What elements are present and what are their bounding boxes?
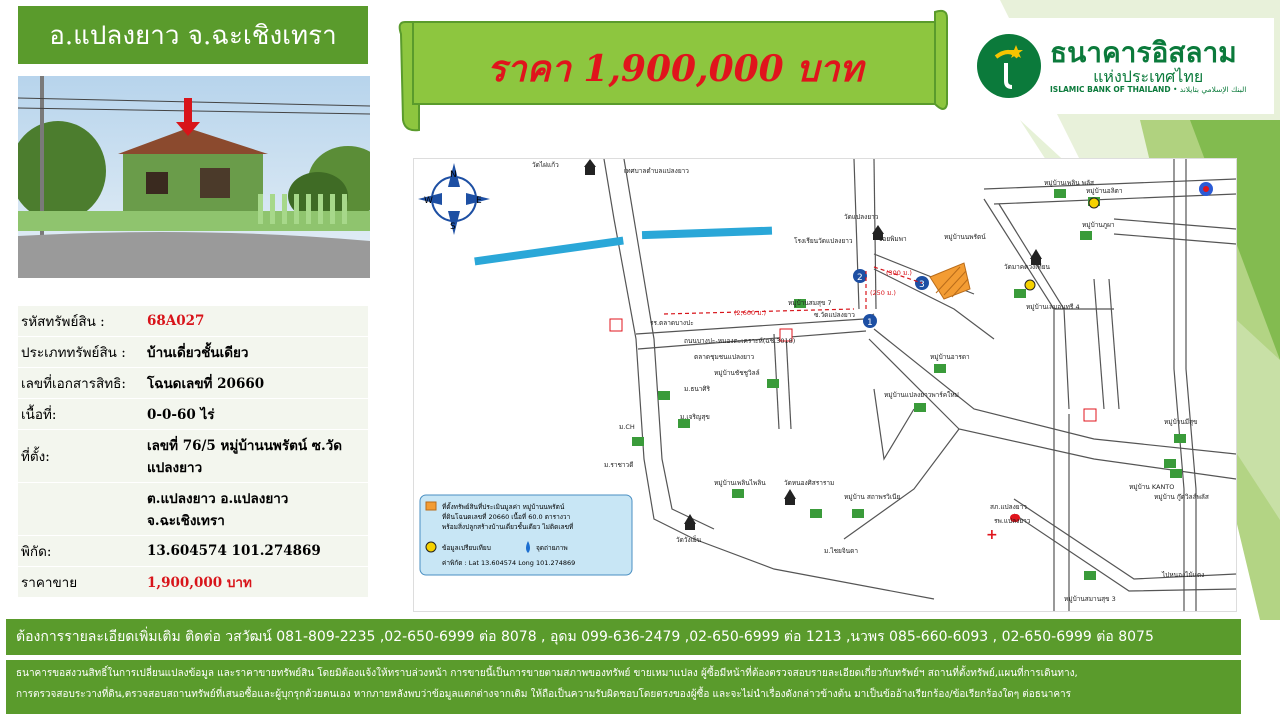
compass-n: N bbox=[450, 170, 457, 180]
bank-logo: ธนาคารอิสลาม แห่งประเทศไทย ISLAMIC BANK OF THAILAND • البنك الإسلامي بتايلاند bbox=[974, 18, 1274, 114]
map-label-dist-2600: (2,600 ม.) bbox=[734, 309, 767, 317]
value-deed: โฉนดเลขที่ 20660 bbox=[144, 368, 368, 399]
map-label-moo-misuk: หมู่บ้านมีสุข bbox=[1164, 418, 1198, 426]
label-area: เนื้อที่: bbox=[18, 399, 144, 430]
map-label-moo-arada: หมู่บ้านอารดา bbox=[930, 353, 970, 361]
map-label-wat-nongsisaram: วัดหนองศิสราราม bbox=[784, 479, 835, 487]
map-label-wat-plaengyao: วัดแปลงยาว bbox=[844, 213, 879, 221]
price-text: ราคา 1,900,000 บาท bbox=[486, 48, 864, 90]
svg-text:+: + bbox=[986, 527, 998, 543]
map-label-moo-sathapornpark: หมู่บ้าน สถาพรวิเนีย bbox=[844, 493, 901, 501]
map-label-moo-phukha: หมู่บ้านภูผา bbox=[1082, 221, 1115, 229]
value-type: บ้านเดี่ยวชั้นเดียว bbox=[144, 337, 368, 368]
disclaimer-line2: การตรวจสอบระวางที่ดิน,ตรวจสอบสถานทรัพย์ที่เสนอซื้อและผู้บุกรุกด้วยตนเอง หากภายหลังพบว่าข้อมูลแตกต่างจากเดิม ให้ถือเป็นความรับผิดชอบโดยตรงของผู้ซื้อ และจะไม่นำเรื่องดังกล่าวข้างต้น มาเป็นข้ออ้างเรียกร้อง/ข้อเรียกร้องใดๆ ต่อธนาคาร bbox=[16, 689, 1072, 700]
legend-line3: พร้อมสิ่งปลูกสร้างบ้านเดี่ยวชั้นเดียว ไม่ติดเลขที่ bbox=[442, 523, 574, 531]
compass-e: E bbox=[476, 196, 482, 206]
value-code: 68A027 bbox=[144, 306, 368, 337]
info-row-code bbox=[18, 306, 368, 337]
map-label-moo-nopparat: หมู่บ้านนพรัตน์ bbox=[944, 233, 986, 241]
value-price: 1,900,000 บาท bbox=[144, 567, 368, 598]
info-row-deed bbox=[18, 368, 368, 399]
svg-text:2: 2 bbox=[857, 273, 863, 283]
map-label-rp-plaengyao: รพ.แปลงยาว bbox=[994, 517, 1031, 525]
map-label-moo-chutchanan: หมู่บ้านชัชชูวิลล์ bbox=[714, 369, 760, 377]
map-label-moo-phaenlom-plus: หมู่บ้านเพลิน พลัส bbox=[1044, 179, 1095, 187]
value-location: เลขที่ 76/5 หมู่บ้านนพรัตน์ ซ.วัดแปลงยาว bbox=[144, 430, 368, 483]
map-label-m-ch: ม.CH bbox=[619, 423, 635, 431]
bank-english: ISLAMIC BANK OF THAILAND bbox=[1050, 85, 1171, 95]
bank-thai-name: ธนาคารอิสลาม bbox=[1050, 35, 1237, 69]
map-label-soi-phuma: ซอยพิมพา bbox=[878, 235, 907, 243]
map-label-moo-lemon4: หมู่บ้านเลมอนทรี 4 bbox=[1026, 303, 1080, 311]
location-map bbox=[413, 158, 1237, 612]
map-label-sth-plaengyao: สภ.แปลงยาว bbox=[990, 503, 1027, 511]
map-label-moo-phoenphon: หมู่บ้านเพลินไพลิน bbox=[714, 479, 766, 487]
value-coord: 13.604574 101.274869 bbox=[144, 536, 368, 567]
contact-bar: ต้องการรายละเอียดเพิ่มเติม ติดต่อ วสวัฒน์ 081-809-2235 ,02-650-6999 ต่อ 8078 , อุดม 099-636-2479 ,02-650-6999 ต่อ 1213 ,นวพร 085-660-6093 , 02-650-6999 ต่อ 8075 bbox=[6, 619, 1241, 655]
info-row-type bbox=[18, 337, 368, 368]
label-location2 bbox=[18, 483, 144, 536]
bank-logo-icon bbox=[976, 33, 1042, 99]
legend-compare: ข้อมูลเปรียบเทียบ bbox=[442, 544, 491, 552]
map-label-moo-kanto: หมู่บ้าน KANTO bbox=[1129, 483, 1175, 491]
label-deed: เลขที่เอกสารสิทธิ: bbox=[18, 368, 144, 399]
page-title: อ.แปลงยาว จ.ฉะเชิงเทรา bbox=[18, 6, 368, 64]
compass-s: S bbox=[450, 222, 456, 232]
map-label-wat-phai-kaeo: วัดไผ่แก้ว bbox=[532, 161, 559, 169]
map-label-rr-talat: รร.ตลาดบางปะ bbox=[650, 319, 694, 327]
svg-text:1: 1 bbox=[867, 318, 873, 328]
bank-thai-sub: แห่งประเทศไทย bbox=[1093, 67, 1204, 87]
map-label-to-nong-mai-daeng: ไปหนองไม้แดง bbox=[1162, 571, 1205, 579]
legend-coord: ค่าพิกัด : Lat 13.604574 Long 101.274869 bbox=[442, 559, 576, 567]
map-label-school: โรงเรียนวัดแปลงยาว bbox=[794, 237, 853, 245]
map-label-road-3018: ถนนบางปะ-หนองตะเคราะห์(ฉช.3018) bbox=[684, 337, 796, 345]
map-label-m-rachawadi: ม.ราชาวดี bbox=[604, 461, 634, 469]
map-label-moo-thanasiri: ม.ธนาศิริ bbox=[684, 385, 711, 393]
map-label-tessaban: เทศบาลตำบลแปลงยาว bbox=[624, 167, 689, 175]
label-code: รหัสทรัพย์สิน : bbox=[18, 306, 144, 337]
map-label-moo-anita: หมู่บ้านอลิตา bbox=[1086, 187, 1123, 195]
map-label-dist-250: (250 ม.) bbox=[870, 289, 896, 297]
value-location2: ต.แปลงยาว อ.แปลงยาว จ.ฉะเชิงเทรา bbox=[144, 483, 368, 536]
legend-line2: ที่ดินโฉนดเลขที่ 20660 เนื้อที่ 60.0 ตารางวา bbox=[442, 513, 571, 521]
property-info-table bbox=[18, 306, 368, 598]
property-photo bbox=[18, 76, 370, 278]
map-label-moo-somsuk7: หมู่บ้านสมสุข 7 bbox=[788, 299, 832, 307]
info-row-location2 bbox=[18, 483, 368, 536]
compass-w: W bbox=[424, 196, 433, 206]
label-coord: พิกัด: bbox=[18, 536, 144, 567]
info-row-location bbox=[18, 430, 368, 483]
label-type: ประเภททรัพย์สิน : bbox=[18, 337, 144, 368]
info-row-coord bbox=[18, 536, 368, 567]
disclaimer-line1: ธนาคารขอสงวนสิทธิ์ในการเปลี่ยนแปลงข้อมูล และราคาขายทรัพย์สิน โดยมิต้องแจ้งให้ทราบล่วงหน้า การขายนี้เป็นการขายตามสภาพของทรัพย์ ขายเหมาแปลง ผู้ซื้อมีหน้าที่ต้องตรวจสอบรายละเอียดเกี่ยวกับทรัพย์ฯ สถานที่ตั้งทรัพย์,แผนที่การเดินทาง, bbox=[16, 668, 1078, 679]
map-label-soi-wat: ซ.วัดแปลงยาว bbox=[814, 311, 855, 319]
legend-photo: จุดถ่ายภาพ bbox=[536, 544, 568, 552]
map-label-wat-wang-en: วัดวังเย็น bbox=[676, 536, 702, 544]
map-label-wat-makhamtia: วัดมาคดวงเทียน bbox=[1004, 263, 1050, 271]
info-row-price bbox=[18, 567, 368, 598]
map-label-talat-chum: ตลาดชุมชนแปลงยาว bbox=[694, 353, 755, 361]
value-area: 0-0-60 ไร่ bbox=[144, 399, 368, 430]
map-label-moo-plaengyao-park: หมู่บ้านแปลงยาวพาร์คใหม่ bbox=[884, 391, 959, 399]
map-label-moo-goodvill: หมู่บ้าน กู๊ดวิลล์พลัส bbox=[1154, 493, 1209, 501]
map-label-m-chaijinda: ม.ไชยจินดา bbox=[824, 547, 858, 555]
bank-arabic: البنك الإسلامي بتايلاند bbox=[1179, 85, 1247, 95]
map-label-moo-charoensuk: ม.เจริญสุข bbox=[680, 413, 710, 421]
svg-text:3: 3 bbox=[919, 280, 925, 290]
disclaimer bbox=[6, 660, 1241, 714]
map-label-moo-samansuk3: หมู่บ้านสมานสุข 3 bbox=[1064, 595, 1116, 603]
legend-line1: ที่ตั้งทรัพย์สินที่ประเมินมูลค่า หมู่บ้านนพรัตน์ bbox=[442, 503, 565, 511]
map-legend bbox=[420, 495, 632, 575]
label-price: ราคาขาย bbox=[18, 567, 144, 598]
info-row-area bbox=[18, 399, 368, 430]
compass-icon bbox=[418, 163, 490, 235]
label-location: ที่ตั้ง: bbox=[18, 430, 144, 483]
map-label-dist-300: (300 ม.) bbox=[886, 269, 912, 277]
